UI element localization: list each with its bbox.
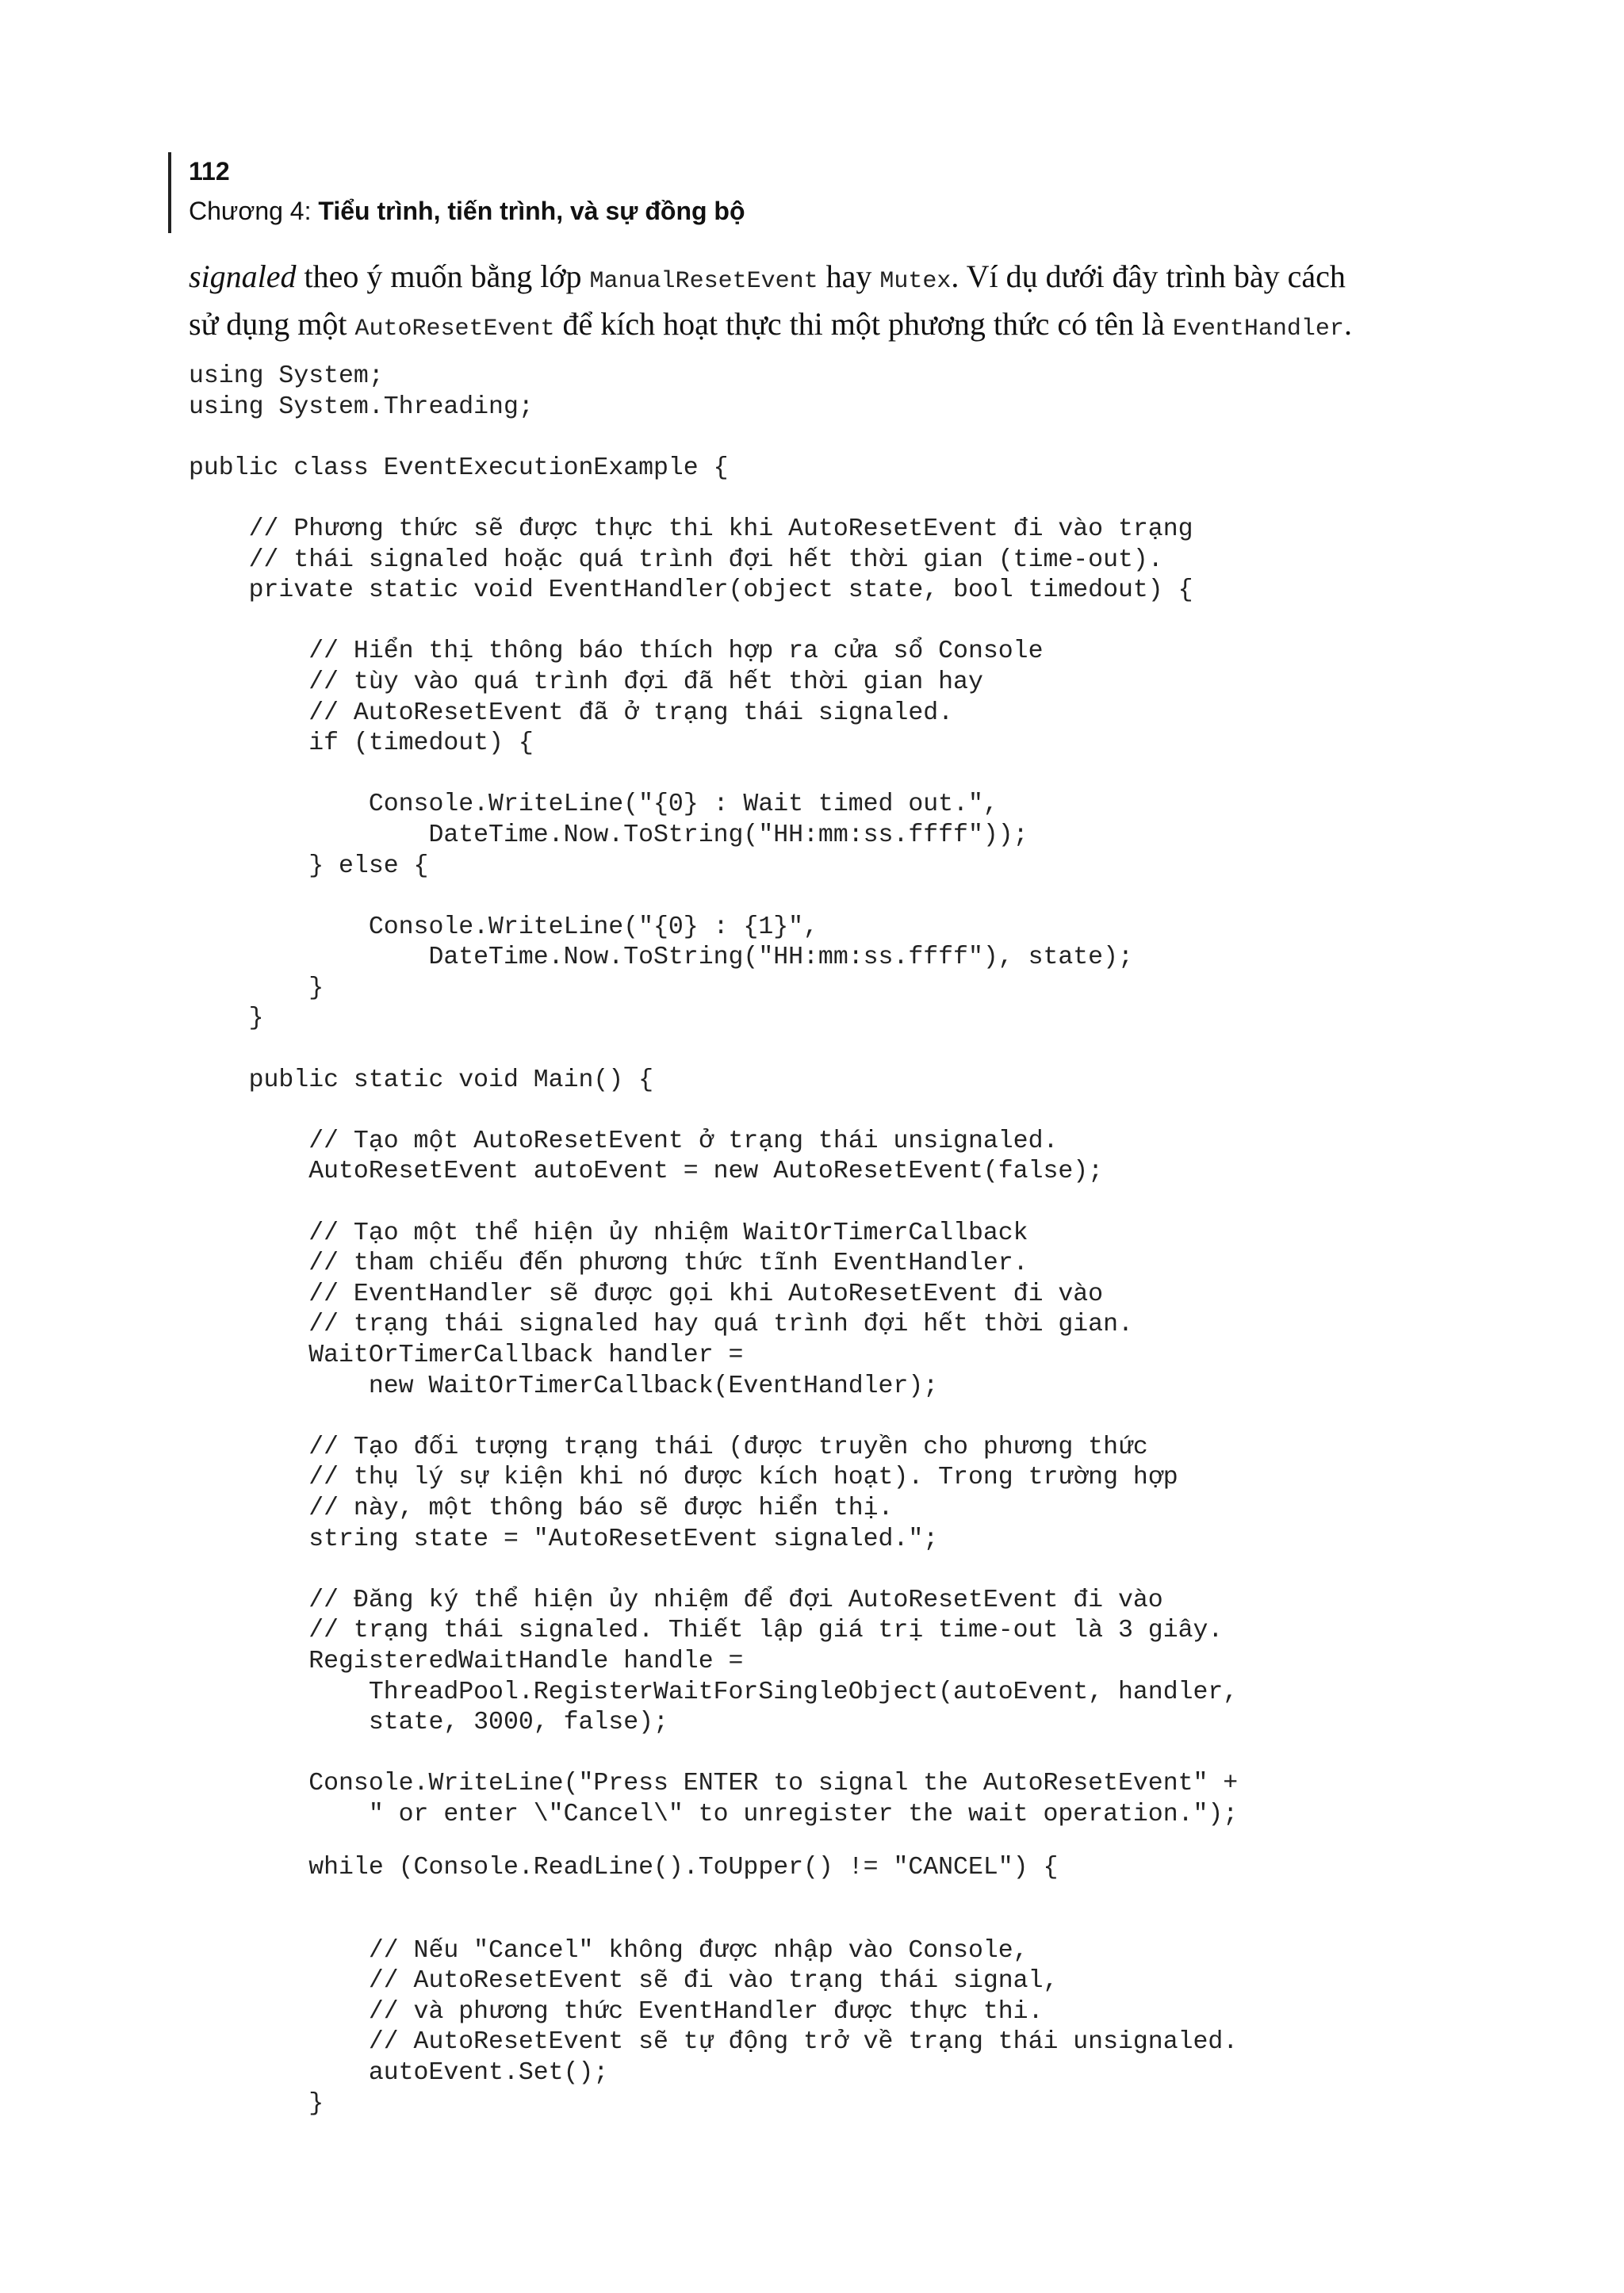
code-line: autoEvent.Set(); [189, 2059, 609, 2088]
chapter-title: Tiểu trình, tiến trình, và sự đồng bộ [318, 197, 745, 225]
code-line: // Đăng ký thể hiện ủy nhiệm để đợi AutoResetEvent đi vào [189, 1586, 1163, 1614]
code-line: // thụ lý sự kiện khi nó được kích hoạt). Trong trường hợp [189, 1464, 1178, 1492]
code-line: Console.WriteLine("{0} : Wait timed out.", [189, 790, 998, 819]
intro-italic-term: signaled [189, 258, 297, 294]
code-line [189, 423, 1568, 454]
code-line: Console.WriteLine("{0} : {1}", [189, 913, 818, 941]
code-line: } else { [189, 852, 429, 880]
code-line [189, 484, 1568, 515]
inline-code-eventhandler: EventHandler [1172, 316, 1344, 343]
code-line [189, 760, 1568, 790]
code-line: // thái signaled hoặc quá trình đợi hết thời gian (time-out). [189, 545, 1163, 574]
inline-code-autoresetevent: AutoResetEvent [354, 316, 555, 343]
intro-text: theo ý muốn bằng lớp [296, 258, 590, 294]
intro-text: hay [818, 258, 880, 294]
code-line: // tùy vào quá trình đợi đã hết thời gian hay [189, 668, 983, 696]
code-line [189, 1555, 1568, 1586]
code-line: state, 3000, false); [189, 1709, 668, 1737]
code-line: // Tạo đối tượng trạng thái (được truyền cho phương thức [189, 1433, 1148, 1461]
code-line: public class EventExecutionExample { [189, 454, 729, 482]
code-line: Console.WriteLine("Press ENTER to signal the AutoResetEvent" + [189, 1770, 1239, 1798]
header-rule [168, 152, 171, 233]
code-line: if (timedout) { [189, 729, 534, 758]
intro-paragraph [189, 255, 1457, 350]
code-line [189, 1035, 1568, 1066]
code-line: string state = "AutoResetEvent signaled."; [189, 1525, 939, 1553]
code-line: // Nếu "Cancel" không được nhập vào Console, [189, 1936, 1028, 1965]
code-line: } [189, 974, 324, 1002]
inline-code-mutex: Mutex [879, 268, 952, 295]
code-line: // EventHandler sẽ được gọi khi AutoResetEvent đi vào [189, 1280, 1104, 1308]
code-line: // và phương thức EventHandler được thực thi. [189, 1997, 1044, 2026]
intro-line-1 [189, 255, 1457, 303]
code-line: private static void EventHandler(object state, bool timedout) { [189, 576, 1193, 605]
code-line: WaitOrTimerCallback handler = [189, 1342, 744, 1369]
code-line [189, 607, 1568, 637]
running-head [189, 195, 745, 227]
code-line [189, 1905, 1568, 1936]
inline-code-manualresetevent: ManualResetEvent [589, 268, 818, 295]
intro-line-2 [189, 303, 1457, 350]
code-line: DateTime.Now.ToString("HH:mm:ss.ffff"), state); [189, 944, 1133, 972]
code-line: // Phương thức sẽ được thực thi khi AutoResetEvent đi vào trạng [189, 515, 1193, 543]
code-line: DateTime.Now.ToString("HH:mm:ss.ffff")); [189, 821, 1028, 849]
code-line: // Hiển thị thông báo thích hợp ra cửa sổ Console [189, 637, 1044, 666]
code-line: RegisteredWaitHandle handle = [189, 1647, 744, 1675]
code-line: // trạng thái signaled. Thiết lập giá trị time-out là 3 giây. [189, 1617, 1224, 1645]
code-line: // AutoResetEvent đã ở trạng thái signaled. [189, 699, 954, 727]
intro-text: để kích hoạt thực thi một phương thức có tên là [554, 306, 1173, 342]
code-line: using System; [189, 362, 384, 390]
code-line [189, 1402, 1568, 1433]
intro-text: . [1343, 306, 1352, 342]
code-line: } [189, 1005, 264, 1033]
code-line: // AutoResetEvent sẽ tự động trở về trạng thái unsignaled. [189, 2028, 1239, 2057]
intro-text: . Ví dụ dưới đây trình bày cách [951, 258, 1346, 294]
code-line [189, 1096, 1568, 1127]
page-number: 112 [189, 157, 230, 186]
code-line: // Tạo một AutoResetEvent ở trạng thái unsignaled. [189, 1127, 1059, 1155]
code-line: using System.Threading; [189, 392, 534, 421]
code-listing [189, 362, 1568, 2119]
code-line [189, 882, 1568, 913]
code-line: " or enter \"Cancel\" to unregister the wait operation."); [189, 1800, 1239, 1828]
chapter-prefix: Chương 4: [189, 197, 319, 225]
code-line: ThreadPool.RegisterWaitForSingleObject(autoEvent, handler, [189, 1678, 1239, 1706]
code-line: AutoResetEvent autoEvent = new AutoResetEvent(false); [189, 1158, 1104, 1186]
intro-text: sử dụng một [189, 306, 355, 342]
code-line: // Tạo một thể hiện ủy nhiệm WaitOrTimerCallback [189, 1219, 1028, 1247]
code-line: while (Console.ReadLine().ToUpper() != "CANCEL") { [189, 1853, 1059, 1881]
code-line: new WaitOrTimerCallback(EventHandler); [189, 1372, 939, 1400]
code-line: // này, một thông báo sẽ được hiển thị. [189, 1494, 894, 1522]
code-line: // AutoResetEvent sẽ đi vào trạng thái signal, [189, 1967, 1059, 1996]
code-line [189, 1188, 1568, 1219]
code-line: } [189, 2089, 324, 2118]
code-line: // tham chiếu đến phương thức tĩnh EventHandler. [189, 1250, 1028, 1278]
code-line: // trạng thái signaled hay quá trình đợi hết thời gian. [189, 1311, 1133, 1339]
code-line [189, 1739, 1568, 1770]
code-line: public static void Main() { [189, 1066, 653, 1094]
